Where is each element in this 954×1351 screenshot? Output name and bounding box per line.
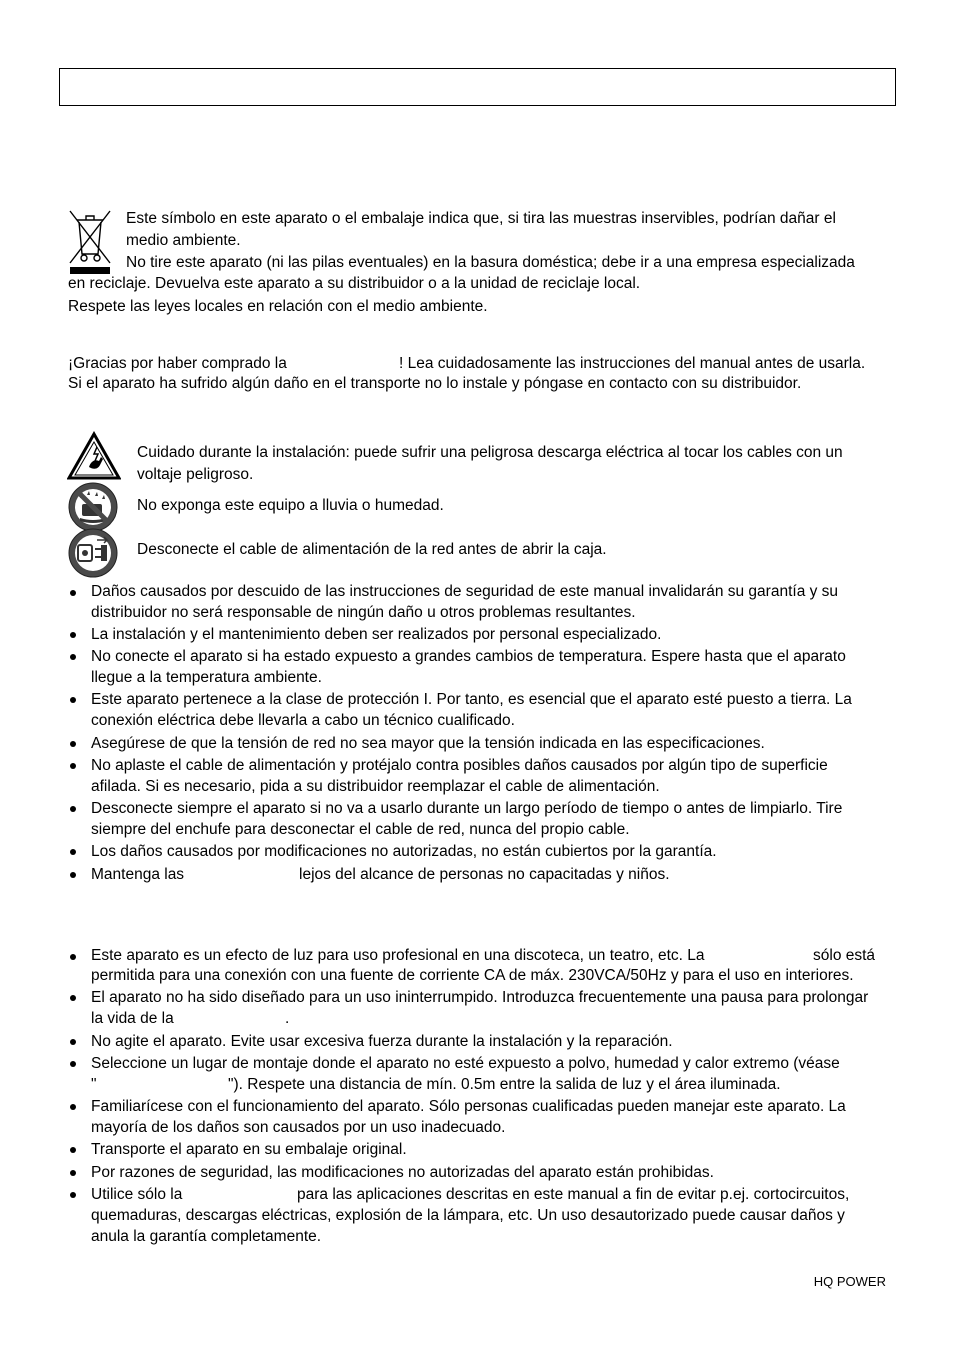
thanks-text-1b: ! Lea cuidadosamente las instrucciones del manual antes de usarla. — [399, 355, 866, 372]
bullet-dot — [70, 1147, 76, 1153]
weee-text-3: No tire este aparato (ni las pilas eventuales) en la basura doméstica; debe ir a una empresa especializada — [126, 254, 855, 271]
weee-text-1: Este símbolo en este aparato o el embalaje indica que, si tira las muestras inservibles, podrían dañar el — [126, 210, 836, 227]
safety-item-6-line-1: No aplaste el cable de alimentación y protéjalo contra posibles daños causados por algún tipo de superficie — [91, 757, 828, 774]
bullet-dot — [70, 590, 76, 596]
weee-text-2: medio ambiente. — [126, 232, 241, 249]
footer-brand: HQ POWER — [813, 1274, 886, 1289]
bullet-dot — [70, 1061, 76, 1067]
electric-shock-warning-icon — [67, 431, 121, 481]
usage-item-8-line-2: quemaduras, descargas eléctricas, explosión de la lámpara, etc. Un uso desautorizado puede causar daños y — [91, 1207, 845, 1224]
usage-item-4-line-2b: "). Respete una distancia de mín. 0.5m entre la salida de luz y el área iluminada. — [228, 1076, 781, 1093]
weee-text-5: Respete las leyes locales en relación con el medio ambiente. — [68, 298, 488, 315]
bullet-dot — [70, 806, 76, 812]
safety-item-1-line-1: Daños causados por descuido de las instrucciones de seguridad de este manual invalidarán su garantía y su — [91, 583, 839, 600]
usage-item-8-line-1b: para las aplicaciones descritas en este manual a fin de evitar p.ej. cortocircuitos, — [297, 1186, 850, 1203]
usage-item-1b: sólo está — [813, 947, 876, 964]
usage-item-1-line-2: permitida para una conexión con una fuente de corriente CA de máx. 230VCA/50Hz y para el uso en interiores. — [91, 967, 854, 984]
bullet-dot — [70, 654, 76, 660]
usage-item-3: No agite el aparato. Evite usar excesiva fuerza durante la instalación y la reparación. — [91, 1033, 673, 1050]
no-rain-icon — [67, 482, 119, 532]
safety-item-7-line-1: Desconecte siempre el aparato si no va a usarlo durante un largo período de tiempo o antes de limpiarlo. Tire — [91, 800, 843, 817]
usage-item-5-line-2: mayoría de los daños son causados por un uso inadecuado. — [91, 1119, 506, 1136]
bullet-dot — [70, 1192, 76, 1198]
usage-item-8-line-1a: Utilice sólo la — [91, 1186, 183, 1203]
bullet-dot — [70, 995, 76, 1001]
title-box — [59, 68, 896, 106]
thanks-text-1a: ¡Gracias por haber comprado la — [68, 355, 287, 372]
bullet-dot — [70, 741, 76, 747]
unplug-icon — [67, 528, 119, 578]
safety-item-4-line-1: Este aparato pertenece a la clase de protección I. Por tanto, es esencial que el aparato esté puesto a tierra. La — [91, 691, 852, 708]
bullet-dot — [70, 763, 76, 769]
usage-item-7: Por razones de seguridad, las modificaciones no autorizadas del aparato están prohibidas. — [91, 1164, 714, 1181]
usage-item-1a: Este aparato es un efecto de luz para uso profesional en una discoteca, un teatro, etc. La — [91, 947, 705, 964]
unplug-warning-text: Desconecte el cable de alimentación de la red antes de abrir la caja. — [137, 541, 607, 558]
usage-item-6: Transporte el aparato en su embalaje original. — [91, 1141, 407, 1158]
usage-item-2-line-2a: la vida de la — [91, 1010, 174, 1027]
shock-warning-text-1: Cuidado durante la instalación: puede sufrir una peligrosa descarga eléctrica al tocar los cables con un — [137, 444, 843, 461]
usage-item-5-line-1: Familiarícese con el funcionamiento del aparato. Sólo personas cualificadas pueden manejar este aparato. La — [91, 1098, 846, 1115]
usage-item-2-line-1: El aparato no ha sido diseñado para un uso ininterrumpido. Introduzca frecuentemente una pausa para prolongar — [91, 989, 869, 1006]
safety-item-3-line-1: No conecte el aparato si ha estado expuesto a grandes cambios de temperatura. Espere hasta que el aparato — [91, 648, 846, 665]
safety-item-1-line-2: distribuidor no será responsable de ningún daño u otros problemas resultantes. — [91, 604, 636, 621]
usage-item-4-line-2a: " — [91, 1076, 97, 1093]
usage-item-4-line-1: Seleccione un lugar de montaje donde el aparato no esté expuesto a polvo, humedad y calor extremo (véase — [91, 1055, 840, 1072]
safety-item-6-line-2: afilada. Si es necesario, pida a su distribuidor reemplazar el cable de alimentación. — [91, 778, 660, 795]
rain-warning-text: No exponga este equipo a lluvia o humedad. — [137, 497, 444, 514]
safety-item-3-line-2: llegue a la temperatura ambiente. — [91, 669, 322, 686]
bullet-dot — [70, 1170, 76, 1176]
usage-item-8-line-3: anula la garantía completamente. — [91, 1228, 322, 1245]
safety-item-4-line-2: conexión eléctrica debe llevarla a cabo un técnico cualificado. — [91, 712, 515, 729]
usage-item-2-line-2b: . — [285, 1010, 290, 1027]
safety-item-9b: lejos del alcance de personas no capacitadas y niños. — [299, 866, 670, 883]
bullet-dot — [70, 849, 76, 855]
bullet-dot — [70, 954, 76, 960]
bullet-dot — [70, 1039, 76, 1045]
safety-item-2: La instalación y el mantenimiento deben ser realizados por personal especializado. — [91, 626, 662, 643]
bullet-dot — [70, 1104, 76, 1110]
bullet-dot — [70, 872, 76, 878]
bullet-dot — [70, 697, 76, 703]
safety-item-8: Los daños causados por modificaciones no autorizadas, no están cubiertos por la garantía. — [91, 843, 717, 860]
thanks-text-2: Si el aparato ha sufrido algún daño en el transporte no lo instale y póngase en contacto con su distribuidor. — [68, 375, 802, 392]
bullet-dot — [70, 632, 76, 638]
weee-bin-icon — [67, 208, 113, 276]
safety-item-5: Asegúrese de que la tensión de red no sea mayor que la tensión indicada en las especificaciones. — [91, 735, 765, 752]
shock-warning-text-2: voltaje peligroso. — [137, 466, 254, 483]
weee-text-4: en reciclaje. Devuelva este aparato a su distribuidor o a la unidad de reciclaje local. — [68, 275, 641, 292]
safety-item-7-line-2: siempre del enchufe para desconectar el cable de red, nunca del propio cable. — [91, 821, 630, 838]
safety-item-9a: Mantenga las — [91, 866, 185, 883]
